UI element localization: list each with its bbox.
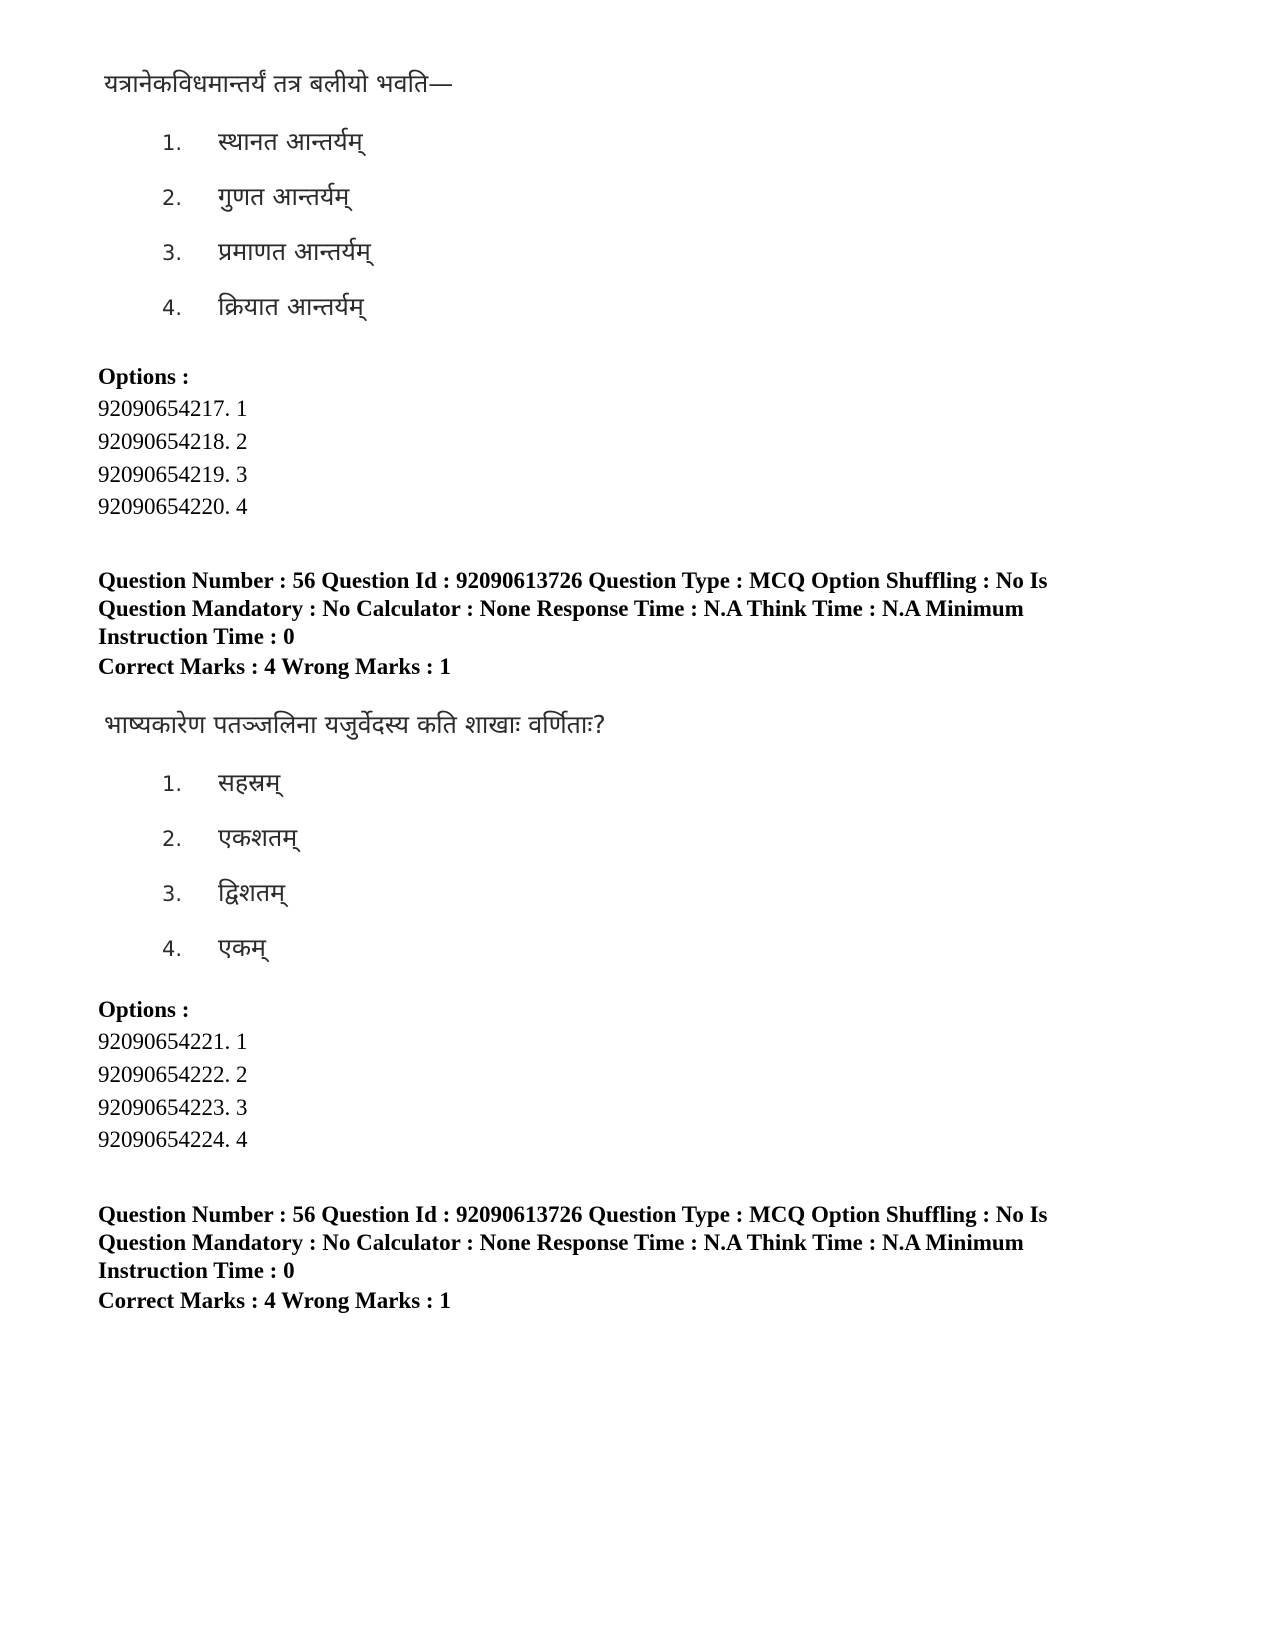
choice-text: एकशतम्: [218, 823, 298, 852]
choice-number: 1.: [162, 131, 183, 155]
choice-item: [162, 234, 371, 268]
question-text: यत्रानेकविधमान्तर्यं तत्र बलीयो भवति—: [104, 69, 454, 98]
question-meta: [98, 567, 1178, 651]
choice-item: [162, 820, 297, 854]
choice-item: [162, 179, 349, 213]
marks-line: Correct Marks : 4 Wrong Marks : 1: [98, 1288, 451, 1313]
option-line: 92090654220. 4: [98, 494, 248, 519]
choice-number: 2.: [162, 186, 183, 210]
meta-line: Instruction Time : 0: [98, 1258, 295, 1283]
option-line: 92090654217. 1: [98, 396, 248, 421]
choice-text: स्थानत आन्तर्यम्: [218, 127, 363, 156]
question-meta: [98, 1201, 1178, 1285]
option-line: 92090654218. 2: [98, 429, 248, 454]
choice-item: [162, 930, 266, 964]
choice-text: प्रमाणत आन्तर्यम्: [218, 237, 371, 266]
option-line: 92090654219. 3: [98, 462, 248, 487]
option-line: 92090654223. 3: [98, 1095, 248, 1120]
choice-number: 1.: [162, 772, 183, 796]
choice-text: सहस्रम्: [218, 768, 281, 797]
choice-item: [162, 765, 280, 799]
options-heading: Options :: [98, 364, 190, 389]
choice-number: 3.: [162, 882, 183, 906]
choice-number: 2.: [162, 827, 183, 851]
meta-line: Instruction Time : 0: [98, 624, 295, 649]
meta-line: Question Mandatory : No Calculator : None Response Time : N.A Think Time : N.A Minimum: [98, 1230, 1024, 1255]
choice-number: 4.: [162, 296, 183, 320]
options-heading: Options :: [98, 997, 190, 1022]
choice-text: क्रियात आन्तर्यम्: [218, 292, 364, 321]
choice-number: 3.: [162, 241, 183, 265]
choice-item: [162, 875, 285, 909]
option-line: 92090654222. 2: [98, 1062, 248, 1087]
choice-number: 4.: [162, 937, 183, 961]
choice-item: [162, 124, 363, 158]
meta-line: Question Number : 56 Question Id : 92090613726 Question Type : MCQ Option Shuffling : No Is: [98, 568, 1048, 593]
marks-line: Correct Marks : 4 Wrong Marks : 1: [98, 654, 451, 679]
choice-item: [162, 289, 364, 323]
option-line: 92090654221. 1: [98, 1029, 248, 1054]
choice-text: गुणत आन्तर्यम्: [218, 182, 350, 211]
choice-text: एकम्: [218, 933, 266, 962]
meta-line: Question Mandatory : No Calculator : None Response Time : N.A Think Time : N.A Minimum: [98, 596, 1024, 621]
option-line: 92090654224. 4: [98, 1127, 248, 1152]
meta-line: Question Number : 56 Question Id : 92090613726 Question Type : MCQ Option Shuffling : No Is: [98, 1202, 1048, 1227]
question-text: भाष्यकारेण पतञ्जलिना यजुर्वेदस्य कति शाखाः वर्णिताः?: [104, 710, 606, 739]
choice-text: द्विशतम्: [218, 878, 286, 907]
